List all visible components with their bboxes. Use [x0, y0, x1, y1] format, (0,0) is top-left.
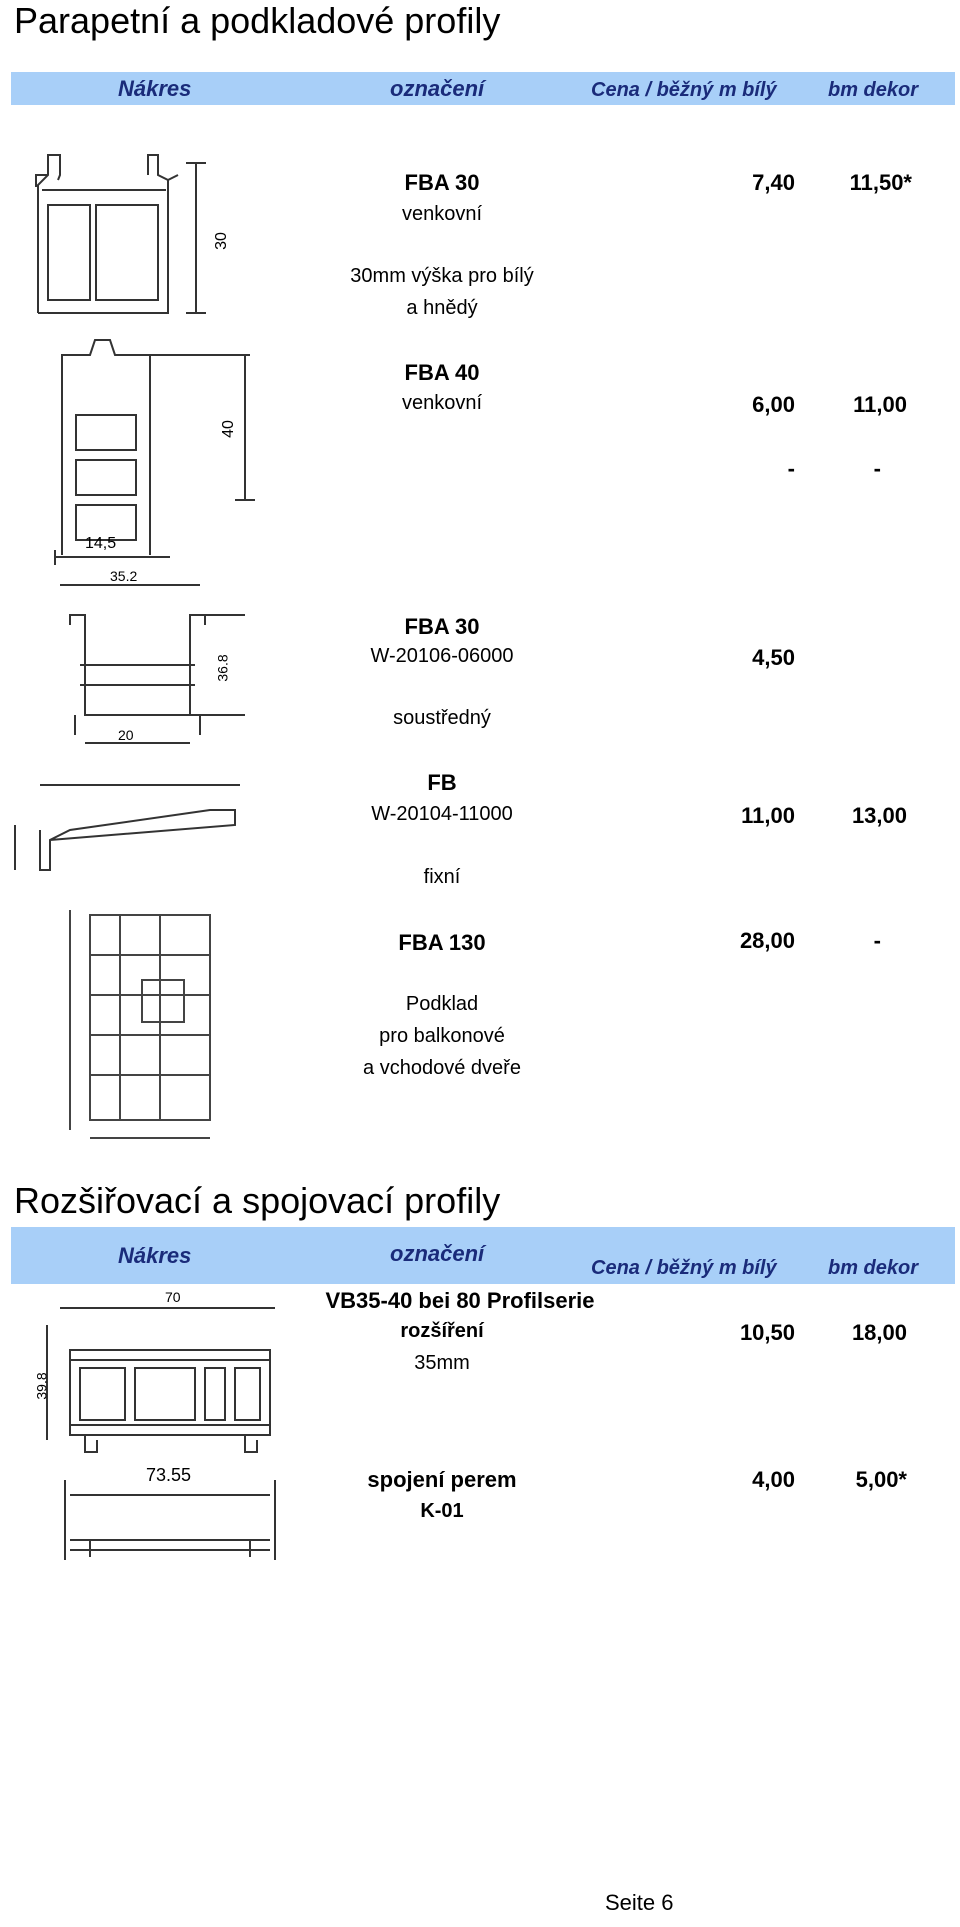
header-drawing: Nákres	[118, 1243, 192, 1268]
table-header-1	[11, 72, 955, 105]
header-price-decor: bm dekor	[828, 79, 919, 101]
page-number: Seite 6	[605, 1890, 674, 1915]
product-descr: venkovní	[401, 392, 483, 414]
fba40-height-dim: 40	[219, 420, 237, 438]
header-price-white: Cena / běžný m bílý	[591, 1257, 777, 1279]
price-white: 7,40	[752, 170, 795, 195]
product-name: FBA 40	[404, 360, 480, 385]
fba130-profile-drawing	[60, 900, 230, 1145]
product-name: FBA 30	[404, 614, 480, 639]
price-white: 11,00	[741, 803, 795, 828]
header-price-white: Cena / běžný m bílý	[591, 79, 777, 101]
product-name: FBA 30	[404, 170, 480, 195]
vb35-profile-drawing	[35, 1290, 285, 1460]
product-descr: venkovní	[401, 203, 483, 225]
product-descr: rozšíření	[400, 1320, 484, 1342]
product-note: soustředný	[393, 707, 491, 729]
k01-width-dim: 73.55	[146, 1465, 192, 1485]
price-white: 28,00	[739, 928, 795, 953]
price-decor: 11,50*	[849, 170, 912, 195]
fba30-height-dim: 30	[212, 232, 230, 250]
product-note: Podklad	[405, 993, 479, 1015]
product-name: spojení perem	[367, 1467, 517, 1492]
fba40-width-dim: 14,5	[85, 535, 117, 552]
product-code: K-01	[420, 1500, 464, 1522]
price-decor: 5,00*	[855, 1467, 907, 1492]
product-descr: 35mm	[414, 1352, 470, 1374]
product-note: 30mm výška pro bílý	[350, 265, 534, 287]
w20104-profile-drawing	[10, 770, 260, 880]
product-code: W-20106-06000	[370, 645, 514, 667]
vb35-height-dim: 39.8	[33, 1372, 50, 1400]
product-note: a hnědý	[406, 297, 478, 319]
table-header-2	[11, 1227, 955, 1284]
price-decor-extra: -	[873, 456, 881, 481]
price-decor: 11,00	[853, 392, 907, 417]
price-white: 10,50	[739, 1320, 795, 1345]
product-note: a vchodové dveře	[363, 1057, 521, 1079]
product-code: W-20104-11000	[371, 803, 513, 825]
product-name: FBA 130	[398, 930, 486, 955]
w20106-width-bottom-dim: 20	[118, 727, 134, 743]
fba30-profile-drawing	[18, 145, 258, 315]
w20106-height-dim: 36.8	[214, 654, 231, 682]
price-white: 4,50	[752, 645, 795, 670]
section-title: Rozšiřovací a spojovací profily	[14, 1180, 501, 1221]
header-code: označení	[390, 1241, 485, 1266]
price-white-extra: -	[787, 456, 795, 481]
price-white: 4,00	[752, 1467, 795, 1492]
price-decor: 13,00	[851, 803, 907, 828]
price-decor: 18,00	[851, 1320, 907, 1345]
product-note: pro balkonové	[379, 1025, 505, 1047]
price-white: 6,00	[752, 392, 795, 417]
page-title: Parapetní a podkladové profily	[14, 0, 501, 41]
price-decor: -	[873, 928, 881, 953]
header-price-decor: bm dekor	[828, 1257, 919, 1279]
product-note: fixní	[423, 866, 461, 888]
header-code: označení	[390, 76, 485, 101]
header-drawing: Nákres	[118, 76, 192, 101]
vb35-width-dim: 70	[165, 1289, 181, 1305]
product-name: VB35-40 bei 80 Profilserie	[325, 1288, 595, 1313]
product-name: FB	[427, 770, 457, 795]
w20106-width-top-dim: 35.2	[110, 568, 138, 584]
